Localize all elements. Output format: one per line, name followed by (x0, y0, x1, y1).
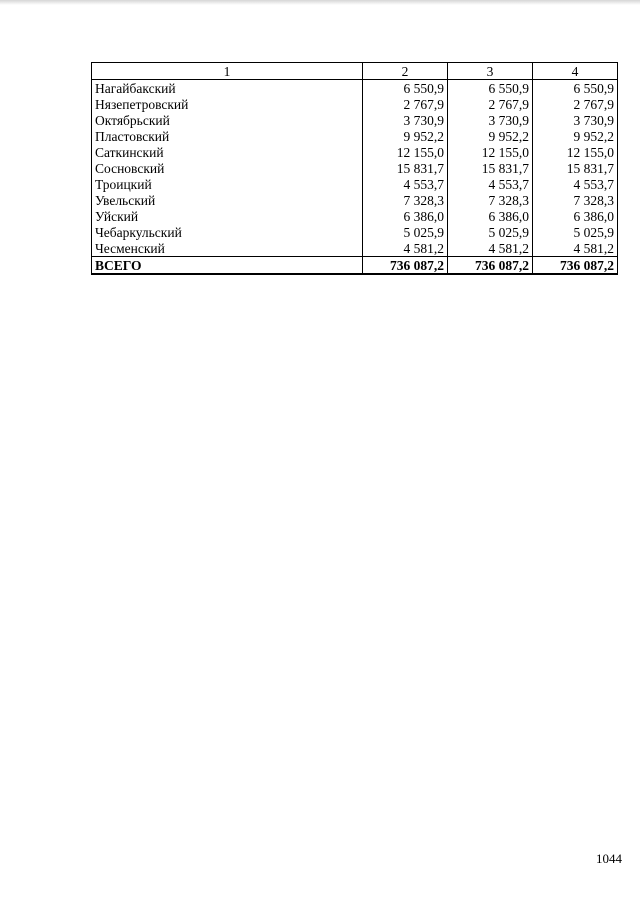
district-name: Нагайбакский (92, 80, 363, 97)
district-name: Нязепетровский (92, 96, 363, 112)
value-col-2: 9 952,2 (363, 128, 448, 144)
value-col-3: 7 328,3 (448, 192, 533, 208)
table-body (92, 80, 618, 275)
table-row (92, 240, 618, 257)
district-name: Троицкий (92, 176, 363, 192)
value-col-4: 9 952,2 (533, 128, 618, 144)
total-label: ВСЕГО (92, 257, 363, 275)
table-row (92, 80, 618, 97)
header-col-2: 2 (363, 63, 448, 80)
total-col-3: 736 087,2 (448, 257, 533, 275)
table-row (92, 176, 618, 192)
data-table (91, 62, 618, 275)
value-col-3: 4 581,2 (448, 240, 533, 257)
district-name: Увельский (92, 192, 363, 208)
district-name: Сосновский (92, 160, 363, 176)
table-row (92, 112, 618, 128)
header-col-1: 1 (92, 63, 363, 80)
district-name: Уйский (92, 208, 363, 224)
value-col-3: 9 952,2 (448, 128, 533, 144)
value-col-2: 7 328,3 (363, 192, 448, 208)
value-col-3: 3 730,9 (448, 112, 533, 128)
value-col-3: 12 155,0 (448, 144, 533, 160)
value-col-3: 6 386,0 (448, 208, 533, 224)
district-name: Саткинский (92, 144, 363, 160)
table-row (92, 128, 618, 144)
table-row (92, 224, 618, 240)
total-row (92, 257, 618, 275)
value-col-4: 15 831,7 (533, 160, 618, 176)
value-col-2: 6 386,0 (363, 208, 448, 224)
value-col-3: 4 553,7 (448, 176, 533, 192)
value-col-2: 12 155,0 (363, 144, 448, 160)
value-col-2: 5 025,9 (363, 224, 448, 240)
table-row (92, 192, 618, 208)
value-col-3: 6 550,9 (448, 80, 533, 97)
district-name: Чесменский (92, 240, 363, 257)
value-col-4: 3 730,9 (533, 112, 618, 128)
value-col-2: 4 553,7 (363, 176, 448, 192)
value-col-2: 15 831,7 (363, 160, 448, 176)
district-name: Октябрьский (92, 112, 363, 128)
total-col-4: 736 087,2 (533, 257, 618, 275)
scan-top-edge (0, 0, 640, 5)
table-header (92, 63, 618, 80)
header-col-3: 3 (448, 63, 533, 80)
value-col-4: 6 550,9 (533, 80, 618, 97)
value-col-4: 12 155,0 (533, 144, 618, 160)
total-col-2: 736 087,2 (363, 257, 448, 275)
value-col-2: 4 581,2 (363, 240, 448, 257)
value-col-2: 3 730,9 (363, 112, 448, 128)
value-col-4: 5 025,9 (533, 224, 618, 240)
value-col-3: 15 831,7 (448, 160, 533, 176)
district-name: Чебаркульский (92, 224, 363, 240)
district-name: Пластовский (92, 128, 363, 144)
value-col-4: 6 386,0 (533, 208, 618, 224)
header-row (92, 63, 618, 80)
value-col-3: 5 025,9 (448, 224, 533, 240)
table-row (92, 208, 618, 224)
header-col-4: 4 (533, 63, 618, 80)
value-col-3: 2 767,9 (448, 96, 533, 112)
page-number: 1044 (596, 851, 622, 866)
table-row (92, 160, 618, 176)
value-col-2: 2 767,9 (363, 96, 448, 112)
value-col-4: 4 553,7 (533, 176, 618, 192)
value-col-4: 4 581,2 (533, 240, 618, 257)
value-col-4: 2 767,9 (533, 96, 618, 112)
value-col-4: 7 328,3 (533, 192, 618, 208)
table-row (92, 96, 618, 112)
value-col-2: 6 550,9 (363, 80, 448, 97)
table-row (92, 144, 618, 160)
